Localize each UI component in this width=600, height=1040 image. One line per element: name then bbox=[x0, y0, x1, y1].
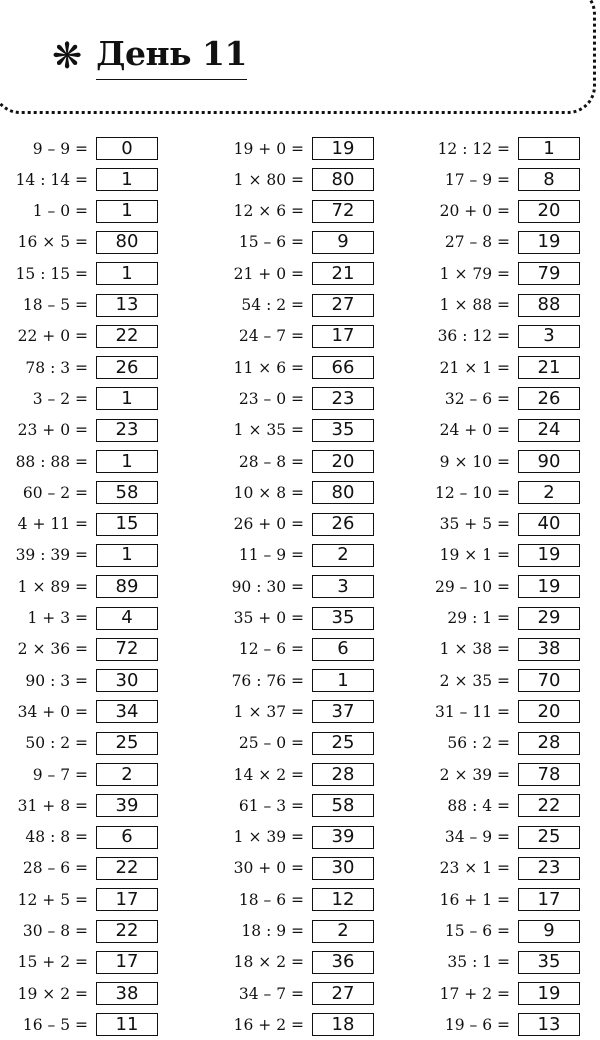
exercise-row bbox=[208, 230, 374, 255]
exercise-row bbox=[414, 856, 580, 881]
exercise-row bbox=[0, 887, 158, 912]
answer-box[interactable]: 22 bbox=[96, 325, 158, 348]
exercise-row bbox=[414, 637, 580, 662]
expression: 29 : 1 = bbox=[447, 609, 510, 627]
expression: 32 – 6 = bbox=[444, 389, 510, 408]
answer-box[interactable]: 26 bbox=[312, 513, 374, 536]
expression: 29 – 10 = bbox=[435, 577, 510, 596]
answer-box[interactable]: 1 bbox=[96, 450, 158, 473]
exercise-row bbox=[0, 480, 158, 505]
answer-box[interactable]: 21 bbox=[518, 356, 580, 379]
expression: 1 × 38 = bbox=[439, 640, 510, 659]
exercise-row bbox=[414, 418, 580, 443]
expression: 27 – 8 = bbox=[444, 233, 510, 252]
answer-box[interactable]: 35 bbox=[518, 951, 580, 974]
answer-box[interactable]: 80 bbox=[312, 168, 374, 191]
answer-box[interactable]: 13 bbox=[96, 294, 158, 317]
answer-box[interactable]: 13 bbox=[518, 1013, 580, 1036]
answer-box[interactable]: 15 bbox=[96, 513, 158, 536]
expression: 90 : 3 = bbox=[25, 671, 88, 690]
expression: 88 : 88 = bbox=[15, 452, 88, 471]
exercise-row bbox=[0, 762, 158, 787]
exercise-row bbox=[0, 731, 158, 756]
expression: 23 + 0 = bbox=[17, 421, 88, 440]
answer-box[interactable]: 12 bbox=[312, 888, 374, 911]
answer-box[interactable]: 26 bbox=[96, 356, 158, 379]
expression: 14 : 14 = bbox=[15, 170, 88, 189]
answer-box[interactable]: 26 bbox=[518, 387, 580, 410]
exercise-row bbox=[414, 136, 580, 161]
expression: 88 : 4 = bbox=[447, 796, 510, 815]
answer-box[interactable]: 18 bbox=[312, 1013, 374, 1036]
exercise-row bbox=[414, 606, 580, 631]
expression: 17 – 9 = bbox=[444, 170, 510, 189]
expression: 1 × 80 = bbox=[233, 170, 304, 189]
answer-box[interactable]: 2 bbox=[96, 763, 158, 786]
expression: 3 – 2 = bbox=[32, 389, 88, 408]
answer-box[interactable]: 20 bbox=[518, 200, 580, 223]
exercise-row bbox=[208, 449, 374, 474]
exercise-row bbox=[414, 199, 580, 224]
exercise-row bbox=[208, 919, 374, 944]
exercise-row bbox=[208, 668, 374, 693]
expression: 2 × 35 = bbox=[439, 671, 510, 690]
expression: 56 : 2 = bbox=[447, 734, 510, 753]
expression: 15 – 6 = bbox=[238, 233, 304, 252]
exercise-row bbox=[208, 418, 374, 443]
exercise-row bbox=[208, 574, 374, 599]
expression: 25 – 0 = bbox=[238, 734, 304, 753]
answer-box[interactable]: 40 bbox=[518, 513, 580, 536]
answer-box[interactable]: 38 bbox=[96, 982, 158, 1005]
expression: 90 : 30 = bbox=[231, 577, 304, 596]
exercise-row bbox=[414, 731, 580, 756]
answer-box[interactable]: 19 bbox=[518, 544, 580, 567]
answer-box[interactable]: 6 bbox=[312, 638, 374, 661]
exercise-row bbox=[0, 699, 158, 724]
exercise-row bbox=[208, 136, 374, 161]
expression: 78 : 3 = bbox=[25, 358, 88, 377]
answer-box[interactable]: 24 bbox=[518, 419, 580, 442]
expression: 31 – 11 = bbox=[435, 702, 510, 721]
answer-box[interactable]: 38 bbox=[518, 638, 580, 661]
exercise-row bbox=[414, 386, 580, 411]
expression: 1 – 0 = bbox=[32, 202, 88, 221]
expression: 1 × 39 = bbox=[233, 828, 304, 847]
answer-box[interactable]: 19 bbox=[518, 982, 580, 1005]
exercise-row bbox=[0, 418, 158, 443]
answer-box[interactable]: 78 bbox=[518, 763, 580, 786]
expression: 12 + 5 = bbox=[17, 890, 88, 909]
answer-box[interactable]: 79 bbox=[518, 262, 580, 285]
exercise-row bbox=[0, 543, 158, 568]
exercise-row bbox=[208, 856, 374, 881]
exercise-row bbox=[414, 574, 580, 599]
page-title: День 11 bbox=[96, 34, 247, 80]
answer-box[interactable]: 80 bbox=[96, 231, 158, 254]
expression: 2 × 36 = bbox=[17, 640, 88, 659]
answer-box[interactable]: 39 bbox=[96, 794, 158, 817]
exercise-columns bbox=[0, 136, 600, 1040]
expression: 18 – 5 = bbox=[22, 296, 88, 314]
expression: 9 – 9 = bbox=[32, 139, 88, 158]
expression: 12 × 6 = bbox=[233, 202, 304, 221]
exercise-row bbox=[208, 386, 374, 411]
expression: 60 – 2 = bbox=[22, 483, 88, 502]
answer-box[interactable]: 39 bbox=[312, 826, 374, 849]
answer-box[interactable]: 37 bbox=[312, 700, 374, 723]
expression: 1 × 79 = bbox=[439, 264, 510, 283]
exercise-row bbox=[208, 606, 374, 631]
expression: 15 + 2 = bbox=[17, 953, 88, 972]
exercise-row bbox=[414, 293, 580, 318]
exercise-row bbox=[414, 950, 580, 975]
exercise-row bbox=[208, 699, 374, 724]
answer-box[interactable]: 6 bbox=[96, 826, 158, 849]
expression: 19 – 6 = bbox=[444, 1015, 510, 1034]
answer-box[interactable]: 1 bbox=[96, 262, 158, 285]
answer-box[interactable]: 4 bbox=[96, 607, 158, 630]
answer-box[interactable]: 9 bbox=[312, 231, 374, 254]
expression: 1 × 89 = bbox=[17, 577, 88, 596]
expression: 39 : 39 = bbox=[15, 546, 88, 565]
answer-box[interactable]: 17 bbox=[96, 951, 158, 974]
answer-box[interactable]: 29 bbox=[518, 607, 580, 630]
exercise-row bbox=[208, 261, 374, 286]
expression: 16 + 1 = bbox=[439, 890, 510, 909]
expression: 23 × 1 = bbox=[439, 859, 510, 878]
exercise-row bbox=[414, 167, 580, 192]
exercise-row bbox=[414, 230, 580, 255]
exercise-row bbox=[0, 1012, 158, 1037]
expression: 48 : 8 = bbox=[25, 828, 88, 847]
exercise-row bbox=[414, 324, 580, 349]
answer-box[interactable]: 58 bbox=[312, 794, 374, 817]
answer-box[interactable]: 1 bbox=[312, 669, 374, 692]
answer-box[interactable]: 11 bbox=[96, 1013, 158, 1036]
answer-box[interactable]: 2 bbox=[518, 481, 580, 504]
expression: 30 – 8 = bbox=[22, 922, 88, 940]
answer-box[interactable]: 8 bbox=[518, 168, 580, 191]
expression: 4 + 11 = bbox=[17, 515, 88, 534]
expression: 15 : 15 = bbox=[15, 264, 88, 283]
exercise-row bbox=[414, 261, 580, 286]
answer-box[interactable]: 35 bbox=[312, 419, 374, 442]
exercise-row bbox=[208, 731, 374, 756]
expression: 24 + 0 = bbox=[439, 421, 510, 440]
answer-box[interactable]: 1 bbox=[96, 544, 158, 567]
expression: 14 × 2 = bbox=[233, 765, 304, 784]
exercise-row bbox=[0, 637, 158, 662]
exercise-row bbox=[208, 887, 374, 912]
answer-box[interactable]: 23 bbox=[518, 857, 580, 880]
exercise-row bbox=[208, 1012, 374, 1037]
exercise-row bbox=[208, 825, 374, 850]
answer-box[interactable]: 25 bbox=[518, 826, 580, 849]
answer-box[interactable]: 30 bbox=[96, 669, 158, 692]
answer-box[interactable]: 0 bbox=[96, 137, 158, 160]
exercise-row bbox=[0, 981, 158, 1006]
expression: 61 – 3 = bbox=[238, 796, 304, 815]
answer-box[interactable]: 28 bbox=[518, 732, 580, 755]
expression: 12 – 10 = bbox=[435, 483, 510, 502]
exercise-row bbox=[414, 887, 580, 912]
expression: 16 + 2 = bbox=[233, 1015, 304, 1034]
expression: 54 : 2 = bbox=[241, 296, 304, 314]
answer-box[interactable]: 20 bbox=[518, 700, 580, 723]
exercise-row bbox=[208, 324, 374, 349]
expression: 35 + 5 = bbox=[439, 515, 510, 534]
exercise-row bbox=[414, 543, 580, 568]
expression: 35 + 0 = bbox=[233, 609, 304, 627]
exercise-row bbox=[0, 950, 158, 975]
answer-box[interactable]: 19 bbox=[518, 575, 580, 598]
exercise-row bbox=[0, 230, 158, 255]
expression: 28 – 6 = bbox=[22, 859, 88, 878]
answer-box[interactable]: 88 bbox=[518, 294, 580, 317]
exercise-row bbox=[0, 856, 158, 881]
exercise-row bbox=[0, 919, 158, 944]
expression: 26 + 0 = bbox=[233, 515, 304, 534]
exercise-row bbox=[414, 1012, 580, 1037]
exercise-row bbox=[208, 199, 374, 224]
expression: 21 × 1 = bbox=[439, 358, 510, 377]
exercise-row bbox=[414, 699, 580, 724]
exercise-row bbox=[208, 950, 374, 975]
expression: 12 : 12 = bbox=[437, 139, 510, 158]
expression: 9 × 10 = bbox=[439, 452, 510, 471]
exercise-row bbox=[0, 668, 158, 693]
exercise-row bbox=[208, 981, 374, 1006]
expression: 17 + 2 = bbox=[439, 984, 510, 1003]
answer-box[interactable]: 80 bbox=[312, 481, 374, 504]
answer-box[interactable]: 72 bbox=[312, 200, 374, 223]
answer-box[interactable]: 22 bbox=[96, 857, 158, 880]
expression: 18 × 2 = bbox=[233, 953, 304, 972]
exercise-row bbox=[0, 261, 158, 286]
title-row bbox=[52, 34, 247, 80]
answer-box[interactable]: 36 bbox=[312, 951, 374, 974]
exercise-row bbox=[208, 793, 374, 818]
answer-box[interactable]: 27 bbox=[312, 294, 374, 317]
answer-box[interactable]: 23 bbox=[312, 387, 374, 410]
answer-box[interactable]: 1 bbox=[96, 200, 158, 223]
expression: 22 + 0 = bbox=[17, 327, 88, 346]
exercise-row bbox=[0, 324, 158, 349]
answer-box[interactable]: 30 bbox=[312, 857, 374, 880]
expression: 15 – 6 = bbox=[444, 922, 510, 940]
exercise-row bbox=[208, 293, 374, 318]
exercise-row bbox=[0, 606, 158, 631]
answer-box[interactable]: 72 bbox=[96, 638, 158, 661]
answer-box[interactable]: 25 bbox=[96, 732, 158, 755]
expression: 11 – 9 = bbox=[238, 546, 304, 565]
expression: 35 : 1 = bbox=[447, 953, 510, 972]
expression: 12 – 6 = bbox=[238, 640, 304, 659]
expression: 9 – 7 = bbox=[32, 765, 88, 784]
exercise-row bbox=[414, 480, 580, 505]
expression: 1 × 37 = bbox=[233, 702, 304, 721]
answer-box[interactable]: 89 bbox=[96, 575, 158, 598]
exercise-row bbox=[414, 668, 580, 693]
answer-box[interactable]: 35 bbox=[312, 607, 374, 630]
expression: 34 + 0 = bbox=[17, 702, 88, 721]
exercise-row bbox=[414, 981, 580, 1006]
exercise-row bbox=[208, 762, 374, 787]
exercise-row bbox=[414, 512, 580, 537]
answer-box[interactable]: 2 bbox=[312, 544, 374, 567]
exercise-row bbox=[414, 355, 580, 380]
exercise-row bbox=[0, 512, 158, 537]
answer-box[interactable]: 17 bbox=[518, 888, 580, 911]
exercise-row bbox=[208, 355, 374, 380]
exercise-row bbox=[414, 825, 580, 850]
answer-box[interactable]: 34 bbox=[96, 700, 158, 723]
expression: 23 – 0 = bbox=[238, 389, 304, 408]
answer-box[interactable]: 2 bbox=[312, 920, 374, 943]
answer-box[interactable]: 22 bbox=[96, 920, 158, 943]
answer-box[interactable]: 17 bbox=[312, 325, 374, 348]
exercise-row bbox=[208, 512, 374, 537]
exercise-row bbox=[0, 167, 158, 192]
answer-box[interactable]: 70 bbox=[518, 669, 580, 692]
exercise-row bbox=[208, 637, 374, 662]
answer-box[interactable]: 66 bbox=[312, 356, 374, 379]
expression: 2 × 39 = bbox=[439, 765, 510, 784]
expression: 19 + 0 = bbox=[233, 139, 304, 158]
snowflake-icon: ❋ bbox=[52, 36, 83, 77]
exercise-row bbox=[208, 167, 374, 192]
expression: 50 : 2 = bbox=[25, 734, 88, 753]
exercise-row bbox=[414, 762, 580, 787]
expression: 1 × 88 = bbox=[439, 296, 510, 314]
answer-box[interactable]: 25 bbox=[312, 732, 374, 755]
expression: 19 × 1 = bbox=[439, 546, 510, 565]
expression: 28 – 8 = bbox=[238, 452, 304, 471]
answer-box[interactable]: 58 bbox=[96, 481, 158, 504]
expression: 30 + 0 = bbox=[233, 859, 304, 878]
expression: 20 + 0 = bbox=[439, 202, 510, 221]
exercise-row bbox=[414, 919, 580, 944]
expression: 31 + 8 = bbox=[17, 796, 88, 815]
exercise-row bbox=[0, 793, 158, 818]
expression: 16 – 5 = bbox=[22, 1015, 88, 1034]
answer-box[interactable]: 1 bbox=[96, 387, 158, 410]
expression: 1 × 35 = bbox=[233, 421, 304, 440]
expression: 16 × 5 = bbox=[17, 233, 88, 252]
exercise-row bbox=[0, 199, 158, 224]
answer-box[interactable]: 3 bbox=[518, 325, 580, 348]
exercise-row bbox=[0, 574, 158, 599]
answer-box[interactable]: 1 bbox=[518, 137, 580, 160]
exercise-row bbox=[414, 793, 580, 818]
answer-box[interactable]: 17 bbox=[96, 888, 158, 911]
exercise-row bbox=[0, 386, 158, 411]
answer-box[interactable]: 1 bbox=[96, 168, 158, 191]
exercise-row bbox=[0, 136, 158, 161]
expression: 10 × 8 = bbox=[233, 483, 304, 502]
expression: 21 + 0 = bbox=[233, 264, 304, 283]
expression: 24 – 7 = bbox=[238, 327, 304, 346]
exercise-row bbox=[0, 825, 158, 850]
exercise-row bbox=[414, 449, 580, 474]
answer-box[interactable]: 27 bbox=[312, 982, 374, 1005]
answer-box[interactable]: 19 bbox=[518, 231, 580, 254]
expression: 36 : 12 = bbox=[437, 327, 510, 346]
answer-box[interactable]: 19 bbox=[312, 137, 374, 160]
exercise-row bbox=[208, 543, 374, 568]
expression: 34 – 7 = bbox=[238, 984, 304, 1003]
expression: 34 – 9 = bbox=[444, 828, 510, 847]
expression: 1 + 3 = bbox=[27, 609, 88, 627]
exercise-row bbox=[208, 480, 374, 505]
answer-box[interactable]: 9 bbox=[518, 920, 580, 943]
expression: 11 × 6 = bbox=[233, 358, 304, 377]
expression: 76 : 76 = bbox=[231, 671, 304, 690]
answer-box[interactable]: 20 bbox=[312, 450, 374, 473]
answer-box[interactable]: 28 bbox=[312, 763, 374, 786]
exercise-row bbox=[0, 449, 158, 474]
answer-box[interactable]: 90 bbox=[518, 450, 580, 473]
exercise-row bbox=[0, 293, 158, 318]
answer-box[interactable]: 21 bbox=[312, 262, 374, 285]
expression: 19 × 2 = bbox=[17, 984, 88, 1003]
answer-box[interactable]: 3 bbox=[312, 575, 374, 598]
expression: 18 – 6 = bbox=[238, 890, 304, 909]
exercise-row bbox=[0, 355, 158, 380]
expression: 18 : 9 = bbox=[241, 922, 304, 940]
answer-box[interactable]: 22 bbox=[518, 794, 580, 817]
answer-box[interactable]: 23 bbox=[96, 419, 158, 442]
